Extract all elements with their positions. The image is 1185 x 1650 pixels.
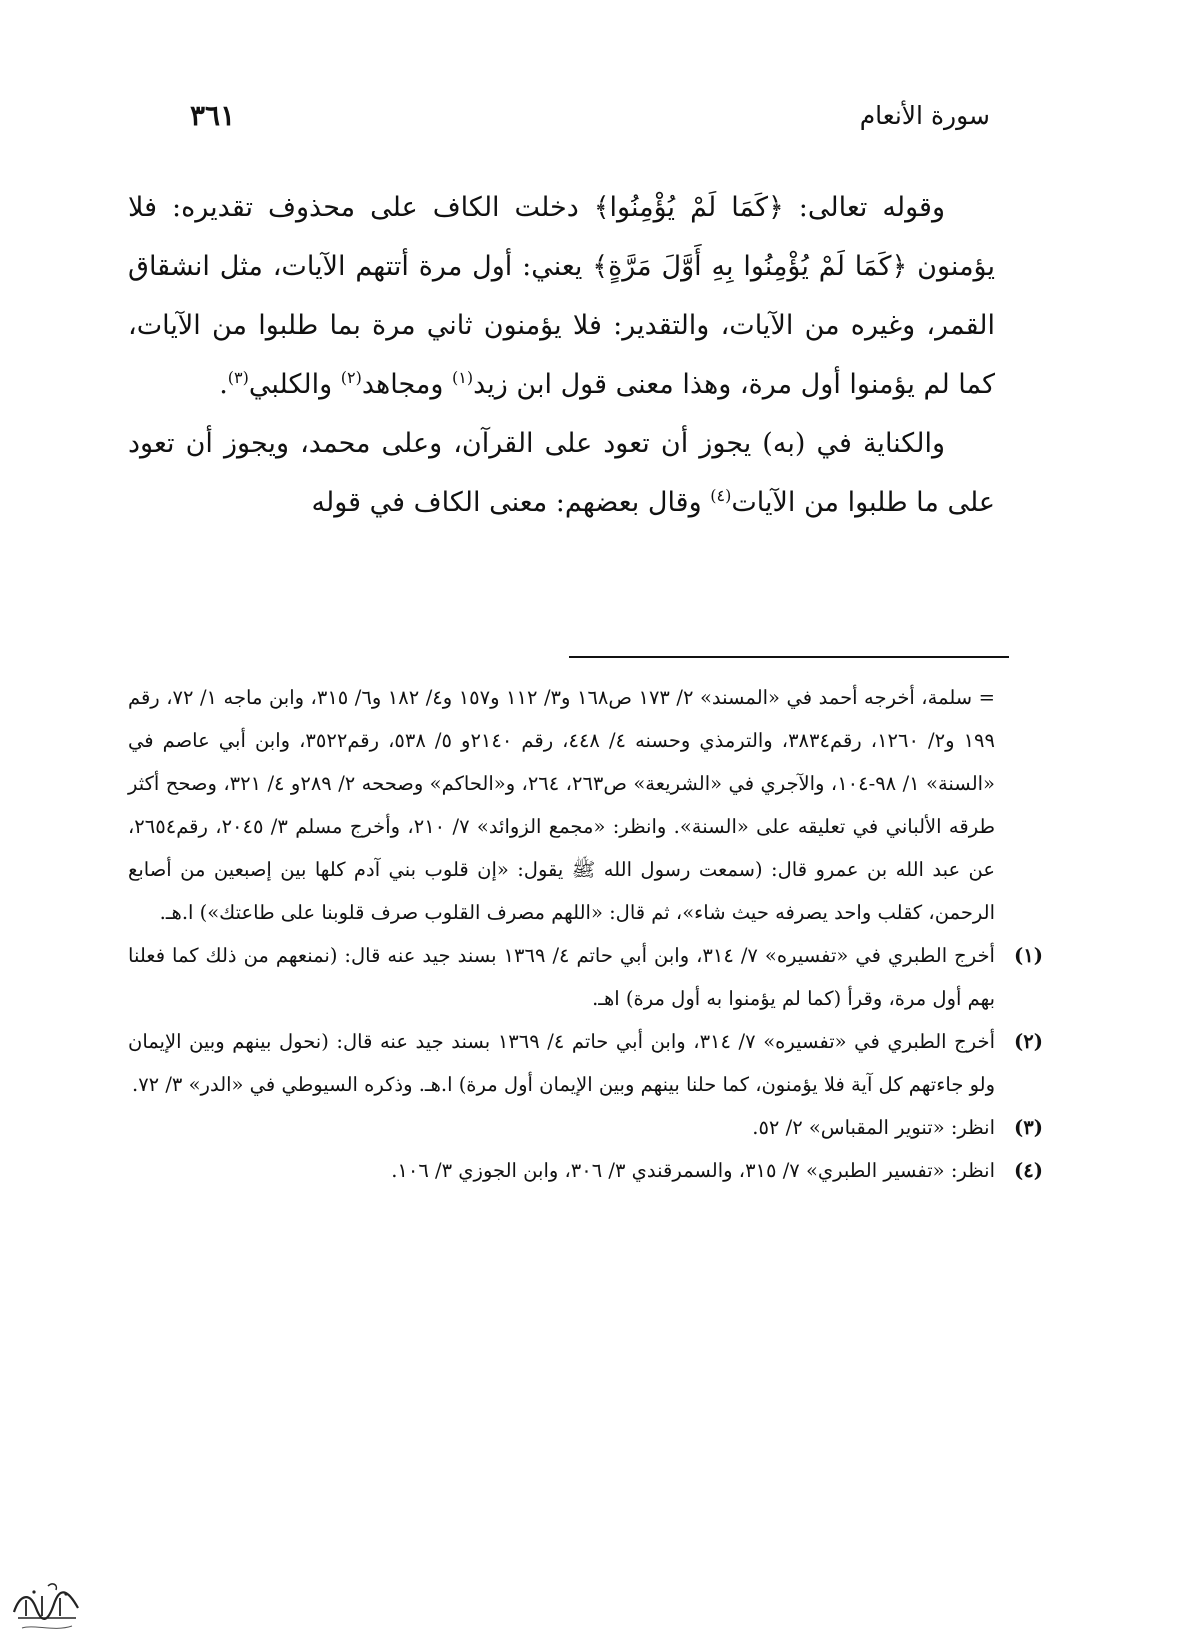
- footnote-mark: (٣): [1014, 1116, 1043, 1139]
- main-paragraph-1: [128, 178, 995, 414]
- library-stamp-logo: [8, 1578, 86, 1636]
- note-ref-2: (٢): [340, 368, 362, 387]
- running-head: [190, 95, 990, 135]
- footnote-1: [128, 934, 1043, 1020]
- footnotes: [128, 676, 1043, 1192]
- paragraph-1-end: .: [219, 369, 228, 400]
- note-ref-4: (٤): [710, 486, 732, 505]
- footnote-separator: [569, 656, 1009, 658]
- note-ref-1: (١): [452, 368, 474, 387]
- footnote-continuation: = سلمة، أخرجه أحمد في «المسند» ٢/ ١٧٣ ص١٦٨ و٣/ ١١٢ و١٥٧ و٤/ ١٨٢ و٦/ ٣١٥، وابن ماجه ١/ ٧٢، رقم ١٩٩ و٢/ ١٢٦٠، رقم٣٨٣٤، والترمذي وحسنه ٤/ ٤٤٨، رقم ٢١٤٠و ٥/ ٥٣٨، رقم٣٥٢٢، وابن أبي عاصم في «السنة» ١/ ٩٨-١٠٤، والآجري في «الشريعة» ص٢٦٣، ٢٦٤، و«الحاكم» وصححه ٢/ ٢٨٩و ٤/ ٣٢١، وصحح أكثر طرقه الألباني في تعليقه على «السنة». وانظر: «مجمع الزوائد» ٧/ ٢١٠، وأخرج مسلم ٣/ ٢٠٤٥، رقم٢٦٥٤، عن عبد الله بن عمرو قال: (سمعت رسول الله ﷺ يقول: «إن قلوب بني آدم كلها بين إصبعين من أصابع الرحمن، كقلب واحد يصرفه حيث شاء»، ثم قال: «اللهم مصرف القلوب صرف قلوبنا على طاعتك») ا.هـ.: [128, 686, 995, 924]
- footnote-text: انظر: «تنوير المقباس» ٢/ ٥٢.: [752, 1116, 995, 1139]
- footnote-4: [128, 1149, 1043, 1192]
- main-paragraph-2: [128, 414, 995, 532]
- footnote-2: [128, 1020, 1043, 1106]
- footnote-3: [128, 1106, 1043, 1149]
- surah-title: سورة الأنعام: [859, 100, 990, 130]
- paragraph-1-tail: ومجاهد: [361, 369, 444, 400]
- paragraph-1-text: وقوله تعالى: ﴿كَمَا لَمْ يُؤْمِنُوا﴾ دخلت الكاف على محذوف تقديره: فلا يؤمنون ﴿كَمَا لَمْ يُؤْمِنُوا بِهِ أَوَّلَ مَرَّةٍ﴾ يعني: أول مرة أتتهم الآيات، مثل انشقاق القمر، وغيره من الآيات، والتقدير: فلا يؤمنون ثاني مرة بما طلبوا من الآيات، كما لم يؤمنوا أول مرة، وهذا معنى قول ابن زيد: [128, 192, 995, 400]
- paragraph-1-tail-2: والكلبي: [248, 369, 333, 400]
- footnote-mark: (٢): [1014, 1030, 1043, 1053]
- footnote-mark: (١): [1014, 944, 1043, 967]
- footnote-text: أخرج الطبري في «تفسيره» ٧/ ٣١٤، وابن أبي حاتم ٤/ ١٣٦٩ بسند جيد عنه قال: (نحول بينهم وبين الإيمان ولو جاءتهم كل آية فلا يؤمنون، كما حلنا بينهم وبين الإيمان أول مرة) ا.هـ. وذكره السيوطي في «الدر» ٣/ ٧٢.: [128, 1030, 995, 1096]
- page-number: ٣٦١: [190, 98, 236, 132]
- paragraph-2-text: والكناية في (به) يجوز أن تعود على القرآن، وعلى محمد، ويجوز أن تعود على ما طلبوا من الآيات: [128, 428, 995, 518]
- note-ref-3: (٣): [227, 368, 249, 387]
- main-text: [128, 178, 995, 532]
- footnote-text: انظر: «تفسير الطبري» ٧/ ٣١٥، والسمرقندي ٣/ ٣٠٦، وابن الجوزي ٣/ ١٠٦.: [391, 1159, 995, 1182]
- footnote-text: أخرج الطبري في «تفسيره» ٧/ ٣١٤، وابن أبي حاتم ٤/ ١٣٦٩ بسند جيد عنه قال: (نمنعهم من ذلك كما فعلنا بهم أول مرة، وقرأ (كما لم يؤمنوا به أول مرة) اهـ.: [128, 944, 995, 1010]
- paragraph-2-tail: وقال بعضهم: معنى الكاف في قوله: [311, 487, 702, 518]
- footnote-mark: (٤): [1014, 1159, 1043, 1182]
